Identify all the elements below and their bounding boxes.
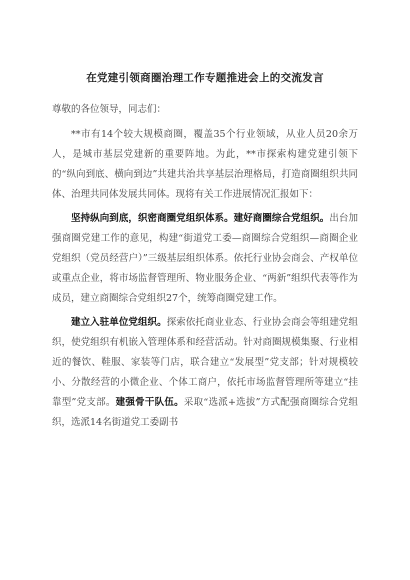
paragraph-section-one [52,209,358,309]
paragraph-text: 探索依托商业业态、行业协会商会等组建党组织，使党组织有机嵌入管理体系和经营活动。针对商圈规模集聚、行业相近的餐饮、鞋服、家装等门店，联合建立“发展型”党支部；针对规模较小、分散经营的小微企业、个体工商户，依托市场监督管理所等建立“挂靠型”党支部。 [52,317,358,408]
section-heading: 建立入驻单位党组织。 [71,317,167,328]
section-heading: 建强骨干队伍。 [115,397,184,408]
salutation: 尊敬的各位领导，同志们： [52,104,167,115]
document-title: 在党建引领商圈治理工作专题推进会上的交流发言 [86,72,324,84]
paragraph-section-two [52,313,358,433]
paragraph-text: 出台加强商圈党建工作的意见，构建“街道党工委—商圈综合党组织—商圈企业党组织（党员经营户）”三级基层组织体系。依托行业协会商会、产权单位或重点企业，将市场监督管理所、物业服务企业、“两新”组织代表等作为成员，建立商圈综合党组织27个，统筹商圈党建工作。 [52,213,358,304]
section-heading: 坚持纵向到底，织密商圈党组织体系。建好商圈综合党组织。 [71,213,330,224]
paragraph-intro: **市有14个较大规模商圈，覆盖35个行业领域，从业人员20余万人，是城市基层党建新的重要阵地。为此，**市探索构建党建引领下的“纵向到底、横向到边”共建共治共享基层治理格局，打造商圈组织共同体、治理共同体发展共同体。现将有关工作进展情况汇报如下： [52,129,358,200]
paragraph-text: 采取“选派+选拔”方式配强商圈综合党组织，选派14名街道党工委副书 [52,397,358,428]
